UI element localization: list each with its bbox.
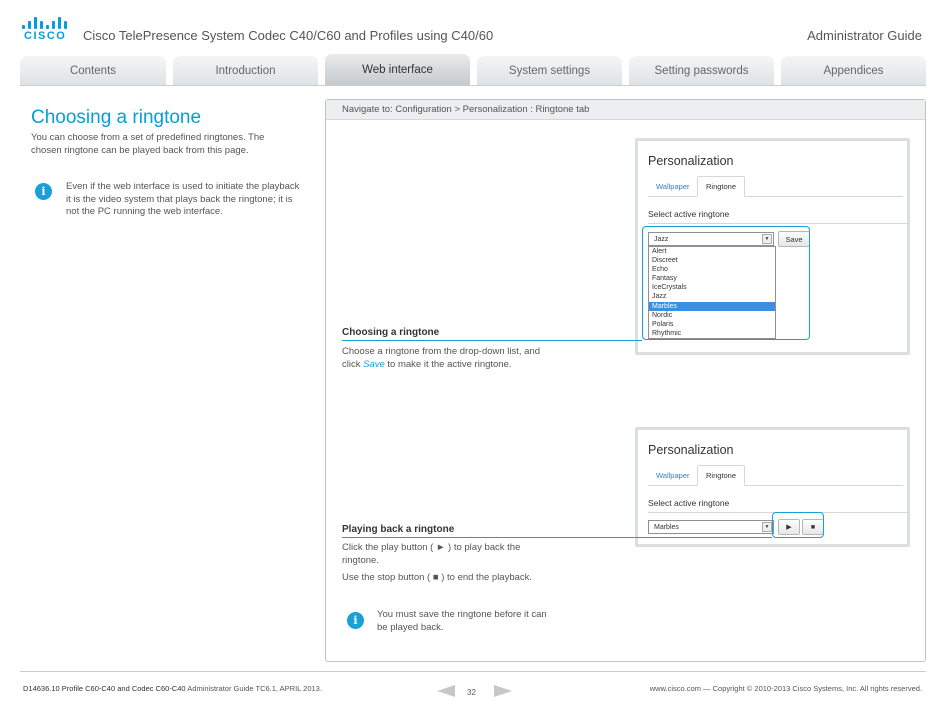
list-item[interactable]: Fantasy — [652, 275, 677, 283]
list-item[interactable]: Nordic — [652, 311, 673, 319]
tab-ringtone[interactable]: Ringtone — [697, 176, 745, 197]
navigation-path: Navigate to: Configuration > Personalization : Ringtone tab — [342, 104, 590, 115]
playback-note: Even if the web interface is used to initiate the playback it is the video system that plays back the ringtone; it is not the PC running the web interface. — [66, 181, 300, 217]
ringtone-dropdown[interactable] — [648, 520, 774, 534]
tab-system-settings[interactable]: System settings — [477, 56, 622, 85]
tab-appendices[interactable]: Appendices — [781, 56, 926, 85]
copyright: www.cisco.com — Copyright © 2010-2013 Cisco Systems, Inc. All rights reserved. — [649, 684, 922, 693]
playback-highlight-box — [772, 512, 824, 538]
save-before-play-note: You must save the ringtone before it can be played back. — [377, 609, 547, 633]
tab-introduction[interactable]: Introduction — [173, 56, 318, 85]
stop-icon: ■ — [810, 523, 816, 531]
dropdown-value: Marbles — [654, 523, 679, 531]
panel-header — [326, 100, 925, 120]
select-ringtone-label: Select active ringtone — [648, 209, 730, 219]
choose-highlight-box — [642, 226, 810, 340]
chapter-tabs — [20, 56, 922, 85]
info-icon: i — [35, 183, 52, 200]
instruction-panel — [325, 99, 926, 662]
guide-title: Administrator Guide — [807, 28, 922, 43]
cisco-logo-bars-icon — [22, 17, 68, 29]
select-divider — [648, 223, 910, 224]
shot-title: Personalization — [648, 443, 734, 457]
list-item[interactable]: Rhythmic — [652, 329, 682, 337]
next-page-icon[interactable] — [494, 685, 512, 697]
mini-tab-bar — [648, 465, 903, 486]
info-icon: i — [347, 612, 364, 629]
callout-line — [342, 537, 772, 538]
list-item[interactable]: IceCrystals — [652, 284, 687, 292]
play-icon: ▶ — [786, 524, 792, 531]
page-title: Choosing a ringtone — [31, 107, 202, 128]
play-instruction: Click the play button ( ► ) to play back the ringtone. — [342, 542, 521, 566]
shot-title: Personalization — [648, 154, 734, 168]
section-playback-label: Playing back a ringtone — [342, 524, 455, 535]
list-item[interactable]: Polaris — [652, 320, 674, 328]
callout-line — [342, 340, 642, 341]
list-item[interactable]: Discreet — [652, 257, 678, 265]
section-choosing-body: Choose a ringtone from the drop-down list, and click Save to make it the active ringtone. — [342, 346, 541, 370]
tab-contents[interactable]: Contents — [20, 56, 166, 85]
page-number: 32 — [467, 688, 476, 697]
dropdown-value: Jazz — [654, 235, 669, 243]
tab-wallpaper[interactable]: Wallpaper — [656, 182, 690, 191]
intro-text: You can choose from a set of predefined ringtones. The chosen ringtone can be played back from this page. — [31, 132, 265, 156]
document-id: D14636.10 Profile C60-C40 and Codec C60-C40 Administrator Guide TC6.1, APRIL 2013. — [23, 684, 322, 693]
tab-setting-passwords[interactable]: Setting passwords — [629, 56, 774, 85]
footer-divider — [20, 671, 926, 672]
save-reference: Save — [363, 358, 385, 370]
tab-wallpaper[interactable]: Wallpaper — [656, 471, 690, 480]
list-item[interactable]: Echo — [652, 266, 668, 274]
save-button[interactable]: Save — [778, 231, 810, 247]
list-item-highlighted[interactable]: Marbles — [649, 302, 775, 311]
tab-web-interface[interactable]: Web interface — [325, 54, 470, 85]
cisco-logo — [20, 17, 72, 43]
logo-text: CISCO — [24, 30, 67, 42]
select-ringtone-label: Select active ringtone — [648, 498, 730, 508]
mini-tab-bar — [648, 176, 903, 197]
previous-page-icon[interactable] — [437, 685, 455, 697]
chevron-down-icon[interactable]: ▼ — [762, 234, 772, 244]
list-item[interactable]: Jazz — [652, 293, 667, 301]
tab-divider — [20, 85, 926, 86]
chevron-down-icon[interactable]: ▼ — [762, 522, 772, 532]
section-choosing-label: Choosing a ringtone — [342, 327, 440, 338]
stop-instruction: Use the stop button ( ■ ) to end the playback. — [342, 572, 533, 583]
document-title: Cisco TelePresence System Codec C40/C60 and Profiles using C40/60 — [83, 28, 494, 43]
tab-ringtone[interactable]: Ringtone — [697, 465, 745, 486]
list-item[interactable]: Alert — [652, 248, 667, 255]
